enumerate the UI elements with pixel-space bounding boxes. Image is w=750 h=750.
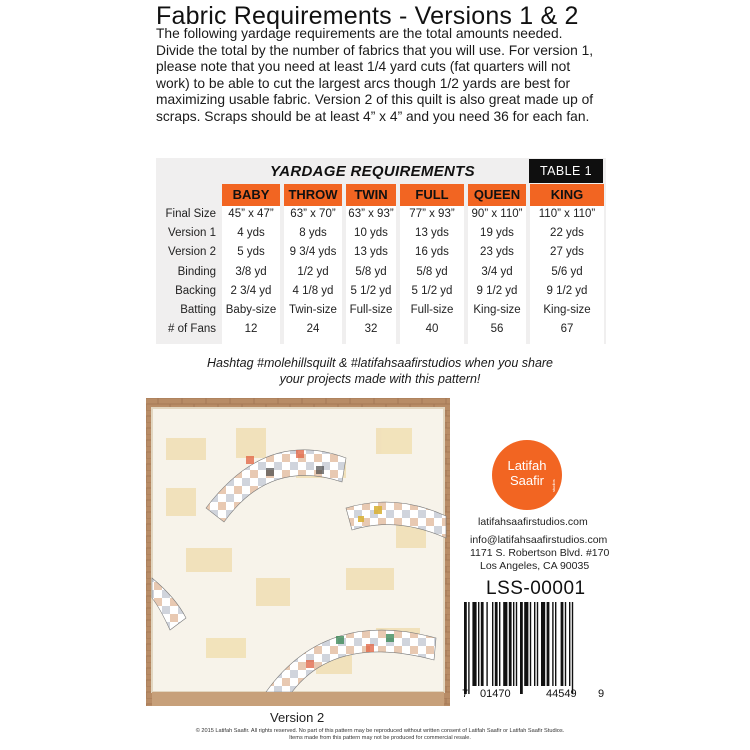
barcode-bar: [520, 602, 523, 694]
barcode-bar: [478, 602, 479, 686]
table-cell: 24: [306, 323, 320, 336]
table-cell: Full-size: [349, 304, 393, 316]
table-row-label: Batting: [180, 304, 216, 316]
table-cell: 5/8 yd: [416, 265, 448, 278]
table-cell: 9 1/2 yd: [476, 284, 518, 297]
table-cell: 3/4 yd: [481, 265, 513, 278]
barcode-bar: [569, 602, 570, 686]
barcode-bar: [472, 602, 476, 686]
barcode-bar: [468, 602, 469, 694]
hashtag-line-2: your projects made with this pattern!: [279, 372, 481, 386]
photo-caption: Version 2: [270, 710, 325, 725]
table-cell: 67: [560, 323, 574, 336]
table-row-label: Binding: [177, 265, 216, 278]
table-cell: King-size: [473, 304, 521, 316]
table-cell: 19 yds: [480, 227, 514, 240]
table-cell: 5/6 yd: [551, 265, 583, 278]
barcode-bar: [464, 602, 467, 694]
barcode-bar: [516, 602, 517, 686]
barcode-bar: [534, 602, 535, 686]
table-cell: Full-size: [410, 304, 454, 316]
table-cell: 63” x 93”: [348, 208, 394, 220]
table-row-label: # of Fans: [168, 323, 216, 336]
table-cell: 56: [490, 323, 504, 336]
table-cell: 10 yds: [354, 227, 388, 240]
barcode-bar: [541, 602, 545, 686]
contact-address-2: Los Angeles, CA 90035: [480, 560, 590, 572]
barcode-bar: [561, 602, 564, 686]
table-cell: 1/2 yd: [297, 265, 329, 278]
table-column-header: QUEEN: [468, 184, 526, 206]
table-column-header: BABY: [222, 184, 280, 206]
table-cell: 22 yds: [550, 227, 584, 240]
sku-number: LSS-00001: [486, 578, 586, 599]
barcode-bar: [572, 602, 573, 694]
copyright-line-2: Items made from this pattern may not be produced for commercial resale.: [289, 735, 471, 741]
table-cell: 32: [364, 323, 378, 336]
website-text: latifahsaafirstudios.com: [478, 516, 588, 528]
table-cell: 77” x 93”: [409, 208, 455, 220]
quilt-photo: [146, 398, 450, 706]
table-cell: 4 1/8 yd: [292, 284, 334, 297]
table-column-header: KING: [530, 184, 604, 206]
table-column-header: THROW: [284, 184, 342, 206]
table-cell: King-size: [543, 304, 591, 316]
table-cell: 5/8 yd: [355, 265, 387, 278]
table-row-label: Version 2: [168, 246, 216, 259]
barcode-bar: [547, 602, 550, 686]
barcode-digit-trail: 9: [598, 688, 605, 700]
table-cell: 4 yds: [237, 227, 265, 240]
barcode-bar: [537, 602, 538, 686]
barcode-bar: [503, 602, 507, 686]
table-cell: 63” x 70”: [290, 208, 336, 220]
hashtag-note: [160, 355, 600, 387]
barcode-bar: [530, 602, 531, 686]
table-cell: 2 3/4 yd: [230, 284, 272, 297]
table-cell: 45” x 47”: [228, 208, 274, 220]
table-cell: 5 1/2 yd: [350, 284, 392, 297]
table-row-label: Backing: [175, 284, 216, 297]
table-cell: 5 yds: [237, 246, 265, 259]
contact-email: info@latifahsaafirstudios.com: [470, 534, 608, 546]
barcode-bar: [486, 602, 487, 686]
logo-text-line-1: Latifah: [507, 458, 547, 473]
barcode-bar: [552, 602, 553, 686]
table-cell: 8 yds: [299, 227, 327, 240]
table-cell: 12: [244, 323, 258, 336]
barcode-bar: [495, 602, 498, 686]
table-cell: 16 yds: [415, 246, 449, 259]
table-cell: 90” x 110”: [471, 208, 523, 220]
table-cell: 5 1/2 yd: [411, 284, 453, 297]
table-cell: Twin-size: [289, 304, 337, 316]
quilt-illustration: [146, 398, 450, 706]
barcode-digits-right: 44549: [546, 688, 577, 700]
barcode-bar: [555, 602, 556, 686]
table-cell: Baby-size: [225, 304, 277, 316]
table-row-label: Version 1: [168, 227, 216, 240]
barcode-bar: [499, 602, 500, 686]
hashtag-line-1: Hashtag #molehillsquilt & #latifahsaafirstudios when you share: [206, 356, 554, 370]
table-number-tab: TABLE 1: [529, 159, 603, 183]
table-cell: 13 yds: [415, 227, 449, 240]
table-cell: 27 yds: [550, 246, 584, 259]
contact-address-1: 1171 S. Robertson Blvd. #170: [470, 547, 610, 559]
table-cell: 40: [425, 323, 439, 336]
page-title: Fabric Requirements - Versions 1 & 2: [156, 2, 579, 30]
barcode-bar: [481, 602, 484, 686]
table-column-header: TWIN: [346, 184, 396, 206]
barcode-bar: [492, 602, 493, 686]
table-column-header: FULL: [400, 184, 464, 206]
barcode-bar: [509, 602, 512, 686]
table-cell: 110” x 110”: [538, 208, 596, 220]
yardage-table-title: YARDAGE REQUIREMENTS: [270, 163, 475, 180]
barcode-bar: [513, 602, 514, 686]
table-cell: 9 1/2 yd: [546, 284, 588, 297]
barcode-bar: [524, 602, 528, 686]
copyright-line-1: © 2015 Latifah Saafir. All rights reserved. No part of this pattern may be reproduced without written consent of Latifah Saafir or Latifah Saafir Studios.: [195, 728, 565, 734]
table-row-label: Final Size: [165, 208, 216, 220]
table-cell: 9 3/4 yds: [289, 246, 337, 259]
logo-text-line-2: Saafir: [510, 473, 544, 488]
table-cell: 3/8 yd: [235, 265, 267, 278]
table-cell: 23 yds: [480, 246, 514, 259]
copyright-footer: [150, 728, 610, 742]
barcode-bar: [565, 602, 566, 686]
logo-text-small: studios: [551, 479, 556, 492]
barcode: [460, 602, 606, 700]
barcode-digit-lead: 7: [462, 688, 469, 700]
intro-paragraph: The following yardage requirements are the total amounts needed. Divide the total by the number of fabrics that you will use. For version 1, please note that you need at least 1/4 yard cuts (fat quarters will not work) to be able to cut the largest arcs though 1/2 yards are best for maximizing usable fabric. Version 2 of this quilt is also great made up of scraps. Scraps should be at least 4” x 4” and you need 36 for each fan.: [156, 26, 594, 124]
table-cell: 13 yds: [354, 246, 388, 259]
barcode-digits-left: 01470: [480, 688, 511, 700]
